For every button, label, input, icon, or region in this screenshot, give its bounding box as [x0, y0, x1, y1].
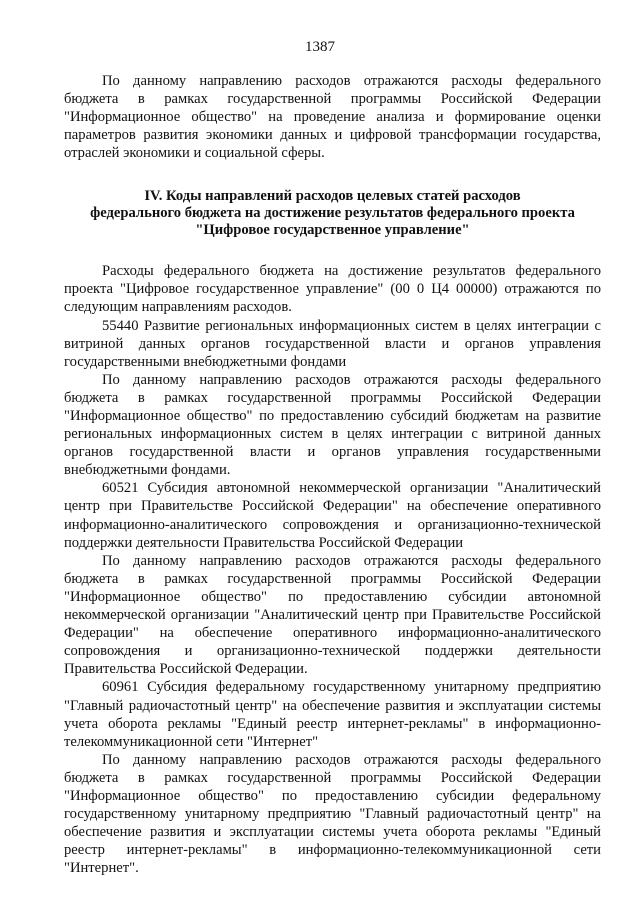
paragraph-code-60961: 60961 Субсидия федеральному государственному унитарному предприятию "Главный радиочастотный центр" на обеспечение развития и эксплуатации системы учета оборота рекламы "Единый реестр интернет-рекламы" в информационно-телекоммуникационной сети "Интернет"	[64, 679, 601, 750]
document-body	[64, 72, 601, 877]
page-number: 1387	[305, 39, 335, 55]
paragraph-code-60521: 60521 Субсидия автономной некоммерческой организации "Аналитический центр при Правительстве Российской Федерации" на обеспечение оперативного информационно-аналитического сопровождения и организационно-технической поддержки деятельности Правительства Российской Федерации	[64, 480, 601, 551]
paragraph-desc-55440: По данному направлению расходов отражаются расходы федерального бюджета в рамках государственной программы Российской Федерации "Информационное общество" по предоставлению субсидий бюджетам на развитие региональных информационных систем в целях интеграции с витриной данных органов государственной власти и органов управления государственными внебюджетными фондами.	[64, 371, 601, 479]
section-heading-line-2: федерального бюджета на достижение результатов федерального проекта	[90, 205, 575, 222]
paragraph-code-55440: 55440 Развитие региональных информационных систем в целях интеграции с витриной данных органов государственной власти и органов управления государственными внебюджетными фондами	[64, 317, 601, 370]
paragraph-general: Расходы федерального бюджета на достижение результатов федерального проекта "Цифровое государственное управление" (00 0 Ц4 00000) отражаются по следующим направлениям расходов.	[64, 263, 601, 316]
section-heading	[64, 188, 601, 238]
section-heading-line-3: "Цифровое государственное управление"	[195, 221, 470, 238]
section-heading-line-1: IV. Коды направлений расходов целевых статей расходов	[144, 188, 521, 205]
paragraph-desc-60521: По данному направлению расходов отражаются расходы федерального бюджета в рамках государственной программы Российской Федерации "Информационное общество" по предоставлению субсидии автономной некоммерческой организации "Аналитический центр при Правительстве Российской Федерации" на обеспечение оперативного информационно-аналитического сопровождения и организационно-технической поддержки деятельности Правительства Российской Федерации.	[64, 552, 601, 678]
intro-paragraph: По данному направлению расходов отражаются расходы федерального бюджета в рамках государственной программы Российской Федерации "Информационное общество" на проведение анализа и формирование оценки параметров развития экономики данных и цифровой трансформации государства, отраслей экономики и социальной сферы.	[64, 73, 601, 162]
paragraph-desc-60961: По данному направлению расходов отражаются расходы федерального бюджета в рамках государственной программы Российской Федерации "Информационное общество" по предоставлению субсидии федеральному государственному унитарному предприятию "Главный радиочастотный центр" на обеспечение развития и эксплуатации системы учета оборота рекламы "Единый реестр интернет-рекламы" в информационно-телекоммуникационной сети "Интернет".	[64, 751, 601, 877]
